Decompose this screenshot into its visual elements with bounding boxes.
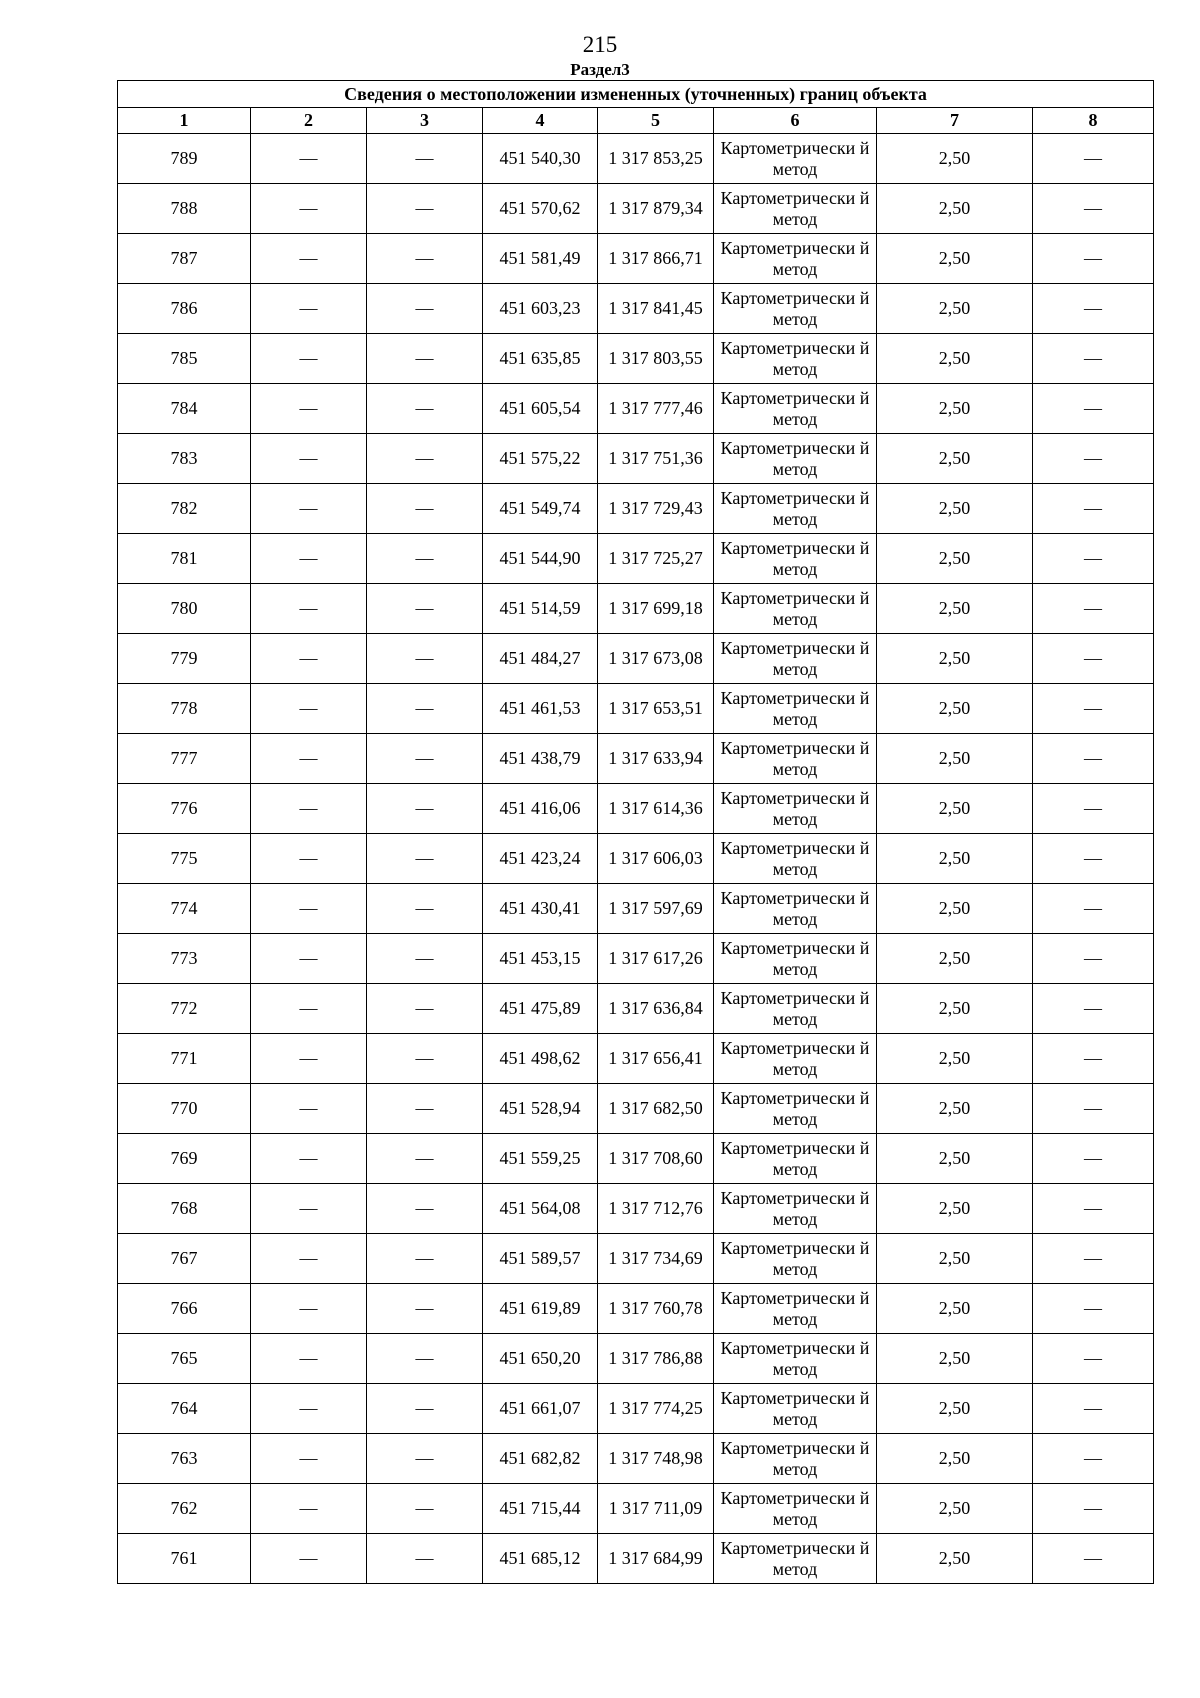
method-cell: Картометрически й метод [714, 584, 877, 634]
method-cell: Картометрически й метод [714, 1284, 877, 1334]
method-cell: Картометрически й метод [714, 934, 877, 984]
table-row [118, 1184, 1154, 1234]
point-number-cell: 780 [118, 584, 251, 634]
point-number-cell: 770 [118, 1084, 251, 1134]
method-cell: Картометрически й метод [714, 334, 877, 384]
column-3-cell: — [367, 634, 483, 684]
table-row [118, 1234, 1154, 1284]
method-cell: Картометрически й метод [714, 1534, 877, 1584]
y-coordinate-cell: 1 317 653,51 [598, 684, 714, 734]
column-2-cell: — [251, 1484, 367, 1534]
accuracy-cell: 2,50 [877, 734, 1033, 784]
accuracy-cell: 2,50 [877, 1434, 1033, 1484]
accuracy-cell: 2,50 [877, 234, 1033, 284]
y-coordinate-cell: 1 317 636,84 [598, 984, 714, 1034]
column-3-cell: — [367, 384, 483, 434]
y-coordinate-cell: 1 317 803,55 [598, 334, 714, 384]
y-coordinate-cell: 1 317 786,88 [598, 1334, 714, 1384]
y-coordinate-cell: 1 317 656,41 [598, 1034, 714, 1084]
column-header-6: 6 [714, 108, 877, 134]
column-3-cell: — [367, 1384, 483, 1434]
method-cell: Картометрически й метод [714, 434, 877, 484]
column-header-7: 7 [877, 108, 1033, 134]
accuracy-cell: 2,50 [877, 434, 1033, 484]
table-row [118, 234, 1154, 284]
table-row [118, 1434, 1154, 1484]
column-3-cell: — [367, 284, 483, 334]
y-coordinate-cell: 1 317 879,34 [598, 184, 714, 234]
column-3-cell: — [367, 1534, 483, 1584]
column-header-4: 4 [483, 108, 598, 134]
accuracy-cell: 2,50 [877, 134, 1033, 184]
accuracy-cell: 2,50 [877, 1534, 1033, 1584]
column-header-2: 2 [251, 108, 367, 134]
x-coordinate-cell: 451 484,27 [483, 634, 598, 684]
column-2-cell: — [251, 684, 367, 734]
x-coordinate-cell: 451 430,41 [483, 884, 598, 934]
column-2-cell: — [251, 1234, 367, 1284]
method-cell: Картометрически й метод [714, 1334, 877, 1384]
x-coordinate-cell: 451 570,62 [483, 184, 598, 234]
y-coordinate-cell: 1 317 606,03 [598, 834, 714, 884]
table-row [118, 184, 1154, 234]
column-3-cell: — [367, 784, 483, 834]
method-cell: Картометрически й метод [714, 884, 877, 934]
column-2-cell: — [251, 484, 367, 534]
method-cell: Картометрически й метод [714, 134, 877, 184]
accuracy-cell: 2,50 [877, 334, 1033, 384]
point-number-cell: 785 [118, 334, 251, 384]
column-8-cell: — [1033, 984, 1154, 1034]
column-3-cell: — [367, 684, 483, 734]
column-2-cell: — [251, 984, 367, 1034]
point-number-cell: 775 [118, 834, 251, 884]
column-2-cell: — [251, 1434, 367, 1484]
method-cell: Картометрически й метод [714, 534, 877, 584]
column-3-cell: — [367, 534, 483, 584]
x-coordinate-cell: 451 619,89 [483, 1284, 598, 1334]
table-body [118, 134, 1154, 1584]
x-coordinate-cell: 451 650,20 [483, 1334, 598, 1384]
column-8-cell: — [1033, 1034, 1154, 1084]
column-3-cell: — [367, 184, 483, 234]
table-row [118, 584, 1154, 634]
table-row [118, 1334, 1154, 1384]
accuracy-cell: 2,50 [877, 834, 1033, 884]
column-8-cell: — [1033, 184, 1154, 234]
method-cell: Картометрически й метод [714, 234, 877, 284]
y-coordinate-cell: 1 317 774,25 [598, 1384, 714, 1434]
y-coordinate-cell: 1 317 748,98 [598, 1434, 714, 1484]
accuracy-cell: 2,50 [877, 1334, 1033, 1384]
table-row [118, 534, 1154, 584]
point-number-cell: 766 [118, 1284, 251, 1334]
point-number-cell: 762 [118, 1484, 251, 1534]
method-cell: Картометрически й метод [714, 1384, 877, 1434]
method-cell: Картометрически й метод [714, 1234, 877, 1284]
point-number-cell: 767 [118, 1234, 251, 1284]
point-number-cell: 784 [118, 384, 251, 434]
x-coordinate-cell: 451 661,07 [483, 1384, 598, 1434]
column-2-cell: — [251, 234, 367, 284]
point-number-cell: 769 [118, 1134, 251, 1184]
column-8-cell: — [1033, 1284, 1154, 1334]
y-coordinate-cell: 1 317 725,27 [598, 534, 714, 584]
accuracy-cell: 2,50 [877, 534, 1033, 584]
point-number-cell: 763 [118, 1434, 251, 1484]
method-cell: Картометрически й метод [714, 834, 877, 884]
accuracy-cell: 2,50 [877, 584, 1033, 634]
column-2-cell: — [251, 1334, 367, 1384]
column-3-cell: — [367, 1084, 483, 1134]
accuracy-cell: 2,50 [877, 484, 1033, 534]
x-coordinate-cell: 451 475,89 [483, 984, 598, 1034]
method-cell: Картометрически й метод [714, 784, 877, 834]
column-3-cell: — [367, 984, 483, 1034]
point-number-cell: 781 [118, 534, 251, 584]
x-coordinate-cell: 451 635,85 [483, 334, 598, 384]
column-2-cell: — [251, 1534, 367, 1584]
column-8-cell: — [1033, 1134, 1154, 1184]
point-number-cell: 776 [118, 784, 251, 834]
column-2-cell: — [251, 134, 367, 184]
column-3-cell: — [367, 1434, 483, 1484]
point-number-cell: 774 [118, 884, 251, 934]
y-coordinate-cell: 1 317 729,43 [598, 484, 714, 534]
column-8-cell: — [1033, 734, 1154, 784]
column-3-cell: — [367, 734, 483, 784]
table-row [118, 934, 1154, 984]
table-caption: Сведения о местоположении измененных (уточненных) границ объекта [118, 81, 1154, 108]
point-number-cell: 783 [118, 434, 251, 484]
column-2-cell: — [251, 184, 367, 234]
point-number-cell: 779 [118, 634, 251, 684]
accuracy-cell: 2,50 [877, 1184, 1033, 1234]
point-number-cell: 778 [118, 684, 251, 734]
method-cell: Картометрически й метод [714, 284, 877, 334]
boundary-table [117, 80, 1154, 1584]
y-coordinate-cell: 1 317 712,76 [598, 1184, 714, 1234]
table-row [118, 434, 1154, 484]
method-cell: Картометрически й метод [714, 684, 877, 734]
column-3-cell: — [367, 1484, 483, 1534]
y-coordinate-cell: 1 317 699,18 [598, 584, 714, 634]
column-header-8: 8 [1033, 108, 1154, 134]
x-coordinate-cell: 451 528,94 [483, 1084, 598, 1134]
x-coordinate-cell: 451 575,22 [483, 434, 598, 484]
column-3-cell: — [367, 134, 483, 184]
column-2-cell: — [251, 334, 367, 384]
y-coordinate-cell: 1 317 708,60 [598, 1134, 714, 1184]
accuracy-cell: 2,50 [877, 934, 1033, 984]
table-row [118, 1134, 1154, 1184]
table-row [118, 784, 1154, 834]
y-coordinate-cell: 1 317 866,71 [598, 234, 714, 284]
column-3-cell: — [367, 934, 483, 984]
accuracy-cell: 2,50 [877, 284, 1033, 334]
point-number-cell: 771 [118, 1034, 251, 1084]
column-2-cell: — [251, 834, 367, 884]
page-number: 215 [582, 32, 618, 57]
table-row [118, 1484, 1154, 1534]
table-row [118, 384, 1154, 434]
method-cell: Картометрически й метод [714, 1484, 877, 1534]
y-coordinate-cell: 1 317 597,69 [598, 884, 714, 934]
accuracy-cell: 2,50 [877, 1484, 1033, 1534]
column-3-cell: — [367, 1334, 483, 1384]
x-coordinate-cell: 451 559,25 [483, 1134, 598, 1184]
point-number-cell: 789 [118, 134, 251, 184]
method-cell: Картометрически й метод [714, 1434, 877, 1484]
x-coordinate-cell: 451 453,15 [483, 934, 598, 984]
column-8-cell: — [1033, 1084, 1154, 1134]
column-2-cell: — [251, 1134, 367, 1184]
column-8-cell: — [1033, 434, 1154, 484]
column-3-cell: — [367, 834, 483, 884]
column-2-cell: — [251, 1184, 367, 1234]
y-coordinate-cell: 1 317 751,36 [598, 434, 714, 484]
point-number-cell: 786 [118, 284, 251, 334]
accuracy-cell: 2,50 [877, 384, 1033, 434]
y-coordinate-cell: 1 317 711,09 [598, 1484, 714, 1534]
column-8-cell: — [1033, 384, 1154, 434]
point-number-cell: 761 [118, 1534, 251, 1584]
table-row [118, 984, 1154, 1034]
point-number-cell: 764 [118, 1384, 251, 1434]
column-8-cell: — [1033, 284, 1154, 334]
table-row [118, 1534, 1154, 1584]
point-number-cell: 773 [118, 934, 251, 984]
x-coordinate-cell: 451 603,23 [483, 284, 598, 334]
section-title: Раздел3 [570, 60, 630, 79]
column-header-3: 3 [367, 108, 483, 134]
column-3-cell: — [367, 1184, 483, 1234]
y-coordinate-cell: 1 317 614,36 [598, 784, 714, 834]
column-3-cell: — [367, 1234, 483, 1284]
accuracy-cell: 2,50 [877, 1384, 1033, 1434]
column-8-cell: — [1033, 634, 1154, 684]
method-cell: Картометрически й метод [714, 1134, 877, 1184]
column-2-cell: — [251, 434, 367, 484]
method-cell: Картометрически й метод [714, 1034, 877, 1084]
column-2-cell: — [251, 734, 367, 784]
y-coordinate-cell: 1 317 841,45 [598, 284, 714, 334]
method-cell: Картометрически й метод [714, 1184, 877, 1234]
x-coordinate-cell: 451 589,57 [483, 1234, 598, 1284]
column-8-cell: — [1033, 1434, 1154, 1484]
column-header-5: 5 [598, 108, 714, 134]
column-2-cell: — [251, 1034, 367, 1084]
y-coordinate-cell: 1 317 853,25 [598, 134, 714, 184]
x-coordinate-cell: 451 544,90 [483, 534, 598, 584]
column-8-cell: — [1033, 1534, 1154, 1584]
column-3-cell: — [367, 584, 483, 634]
x-coordinate-cell: 451 540,30 [483, 134, 598, 184]
column-2-cell: — [251, 934, 367, 984]
column-3-cell: — [367, 484, 483, 534]
column-8-cell: — [1033, 334, 1154, 384]
y-coordinate-cell: 1 317 633,94 [598, 734, 714, 784]
table-row [118, 834, 1154, 884]
column-8-cell: — [1033, 684, 1154, 734]
x-coordinate-cell: 451 564,08 [483, 1184, 598, 1234]
x-coordinate-cell: 451 461,53 [483, 684, 598, 734]
accuracy-cell: 2,50 [877, 884, 1033, 934]
x-coordinate-cell: 451 514,59 [483, 584, 598, 634]
point-number-cell: 768 [118, 1184, 251, 1234]
column-3-cell: — [367, 234, 483, 284]
x-coordinate-cell: 451 423,24 [483, 834, 598, 884]
column-8-cell: — [1033, 834, 1154, 884]
column-8-cell: — [1033, 1484, 1154, 1534]
method-cell: Картометрически й метод [714, 484, 877, 534]
method-cell: Картометрически й метод [714, 184, 877, 234]
table-row [118, 884, 1154, 934]
x-coordinate-cell: 451 581,49 [483, 234, 598, 284]
column-2-cell: — [251, 584, 367, 634]
accuracy-cell: 2,50 [877, 1234, 1033, 1284]
column-8-cell: — [1033, 1334, 1154, 1384]
table-row [118, 734, 1154, 784]
x-coordinate-cell: 451 549,74 [483, 484, 598, 534]
y-coordinate-cell: 1 317 617,26 [598, 934, 714, 984]
table-row [118, 1384, 1154, 1434]
column-8-cell: — [1033, 584, 1154, 634]
accuracy-cell: 2,50 [877, 784, 1033, 834]
method-cell: Картометрически й метод [714, 634, 877, 684]
table-row [118, 1084, 1154, 1134]
table-row [118, 634, 1154, 684]
point-number-cell: 788 [118, 184, 251, 234]
y-coordinate-cell: 1 317 673,08 [598, 634, 714, 684]
column-3-cell: — [367, 334, 483, 384]
table-row [118, 134, 1154, 184]
column-8-cell: — [1033, 1234, 1154, 1284]
column-8-cell: — [1033, 1384, 1154, 1434]
y-coordinate-cell: 1 317 684,99 [598, 1534, 714, 1584]
column-3-cell: — [367, 434, 483, 484]
column-8-cell: — [1033, 1184, 1154, 1234]
method-cell: Картометрически й метод [714, 734, 877, 784]
column-2-cell: — [251, 284, 367, 334]
column-8-cell: — [1033, 934, 1154, 984]
column-2-cell: — [251, 884, 367, 934]
x-coordinate-cell: 451 416,06 [483, 784, 598, 834]
x-coordinate-cell: 451 605,54 [483, 384, 598, 434]
column-3-cell: — [367, 1134, 483, 1184]
column-3-cell: — [367, 1284, 483, 1334]
column-8-cell: — [1033, 134, 1154, 184]
table-row [118, 484, 1154, 534]
accuracy-cell: 2,50 [877, 634, 1033, 684]
table-row [118, 334, 1154, 384]
y-coordinate-cell: 1 317 760,78 [598, 1284, 714, 1334]
column-8-cell: — [1033, 534, 1154, 584]
column-8-cell: — [1033, 234, 1154, 284]
x-coordinate-cell: 451 715,44 [483, 1484, 598, 1534]
accuracy-cell: 2,50 [877, 1084, 1033, 1134]
point-number-cell: 772 [118, 984, 251, 1034]
column-2-cell: — [251, 1384, 367, 1434]
accuracy-cell: 2,50 [877, 984, 1033, 1034]
column-header-1: 1 [118, 108, 251, 134]
column-3-cell: — [367, 884, 483, 934]
table-row [118, 1284, 1154, 1334]
column-2-cell: — [251, 1284, 367, 1334]
table-row [118, 284, 1154, 334]
method-cell: Картометрически й метод [714, 384, 877, 434]
x-coordinate-cell: 451 438,79 [483, 734, 598, 784]
y-coordinate-cell: 1 317 734,69 [598, 1234, 714, 1284]
column-2-cell: — [251, 784, 367, 834]
method-cell: Картометрически й метод [714, 984, 877, 1034]
column-2-cell: — [251, 534, 367, 584]
column-8-cell: — [1033, 884, 1154, 934]
table-row [118, 684, 1154, 734]
column-2-cell: — [251, 1084, 367, 1134]
accuracy-cell: 2,50 [877, 184, 1033, 234]
y-coordinate-cell: 1 317 777,46 [598, 384, 714, 434]
accuracy-cell: 2,50 [877, 1034, 1033, 1084]
x-coordinate-cell: 451 498,62 [483, 1034, 598, 1084]
x-coordinate-cell: 451 685,12 [483, 1534, 598, 1584]
point-number-cell: 787 [118, 234, 251, 284]
accuracy-cell: 2,50 [877, 684, 1033, 734]
table-row [118, 1034, 1154, 1084]
point-number-cell: 765 [118, 1334, 251, 1384]
accuracy-cell: 2,50 [877, 1134, 1033, 1184]
method-cell: Картометрически й метод [714, 1084, 877, 1134]
point-number-cell: 777 [118, 734, 251, 784]
accuracy-cell: 2,50 [877, 1284, 1033, 1334]
column-3-cell: — [367, 1034, 483, 1084]
column-2-cell: — [251, 634, 367, 684]
point-number-cell: 782 [118, 484, 251, 534]
column-8-cell: — [1033, 484, 1154, 534]
y-coordinate-cell: 1 317 682,50 [598, 1084, 714, 1134]
column-8-cell: — [1033, 784, 1154, 834]
column-2-cell: — [251, 384, 367, 434]
x-coordinate-cell: 451 682,82 [483, 1434, 598, 1484]
